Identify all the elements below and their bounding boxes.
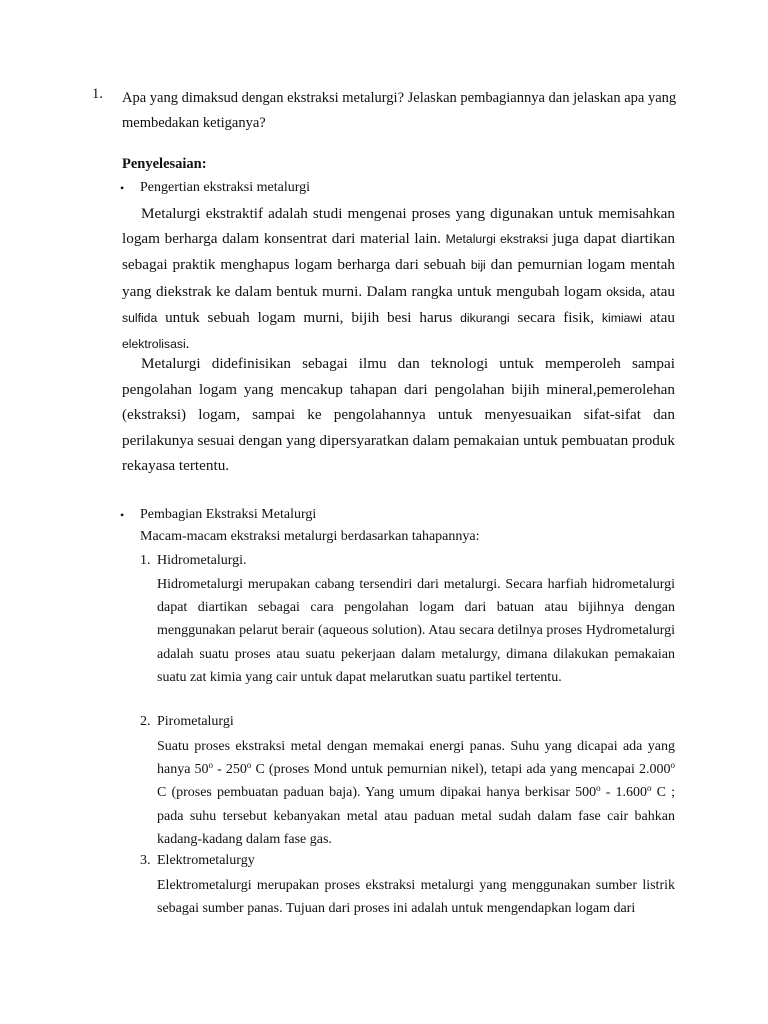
bullet-icon: • xyxy=(120,181,125,195)
section-title-pengertian: Pengertian ekstraksi metalurgi xyxy=(140,180,311,195)
question-text: Apa yang dimaksud dengan ekstraksi metalurgi? Jelaskan pembagiannya dan jelaskan apa yang membedakan ketiganya? xyxy=(122,90,677,131)
term-dikurangi: dikurangi xyxy=(460,310,510,325)
list-item-title: Hidrometalurgi. xyxy=(157,553,247,568)
list-item-number: 3. xyxy=(140,853,151,868)
bullet-icon: • xyxy=(120,508,125,522)
term-oksida: oksida xyxy=(606,284,642,299)
term-metalurgi-ekstraksi: Metalurgi ekstraksi xyxy=(445,232,549,247)
section-title-pembagian: Pembagian Ekstraksi Metalurgi xyxy=(140,507,317,522)
metalurgi-paragraph: Metalurgi didefinisikan sebagai ilmu dan teknologi untuk memperoleh sampai pengolahan logam yang mencakup tahapan dari pengolahan bijih mineral,pemerolehan (ekstraksi) logam, sampai ke pengolahannya untuk menyesuaikan sifat-sifat dan perilakunya sesuai dengan yang dipersyaratkan dalam pemakaian untuk pembuatan produk rekayasa tertentu. xyxy=(122,355,675,475)
section-intro: Macam-macam ekstraksi metalurgi berdasarkan tahapannya: xyxy=(140,529,480,544)
list-item-body: Hidrometalurgi merupakan cabang tersendiri dari metalurgi. Secara harfiah hidrometalurgi dapat diartikan sebagai cara pengolahan logam dari batuan atau bijihnya dengan menggunakan pelarut berair (aqueous solution). Atau secara detilnya proses Hydrometalurgi adalah suatu proses atau suatu pekerjaan dalam metalurgy, dimana dilakukan pemakaian suatu zat kimia yang cair untuk dapat melarutkan suatu partikel tertentu. xyxy=(157,577,675,685)
definition-paragraph: Metalurgi ekstraktif adalah studi mengenai proses yang digunakan untuk memisahkan logam berharga dalam konsentrat dari material lain. Metalurgi ekstraksi juga dapat diartikan sebagai praktik menghapus logam berharga dari sebuah biji dan pemurnian logam mentah yang diekstrak ke dalam bentuk murni. Dalam rangka untuk mengubah logam oksida, atau sulfida untuk sebuah logam murni, bijih besi harus dikurangi secara fisik, kimiawi atau elektrolisasi. xyxy=(122,205,676,353)
list-item-body: Elektrometalurgi merupakan proses ekstraksi metalurgi yang menggunakan sumber listrik sebagai sumber panas. Tujuan dari proses ini adalah untuk mengendapkan logam dari xyxy=(157,878,675,917)
list-item-number: 2. xyxy=(140,714,151,729)
list-item-number: 1. xyxy=(140,553,151,568)
list-item-title: Pirometalurgi xyxy=(157,714,234,729)
term-kimiawi: kimiawi xyxy=(601,310,642,325)
term-biji: biji xyxy=(470,258,486,273)
term-elektrolisasi: elektrolisasi xyxy=(122,337,186,352)
list-item-body: Suatu proses ekstraksi metal dengan memakai energi panas. Suhu yang dicapai ada yang hanya 50$^o$ - 250$^o$ C (proses Mond untuk pemurnian nikel), tetapi ada yang mencapai 2.000$^o$ C (proses pembuatan paduan baja). Yang umum dipakai hanya berkisar 500$^o$ - 1.600$^o$ C ; pada suhu tersebut kebanyakan metal atau paduan metal sudah dalam fase cair bahkan kadang-kadang dalam fase gas. xyxy=(157,739,675,847)
term-sulfida: sulfida xyxy=(122,310,158,325)
list-item-title: Elektrometalurgy xyxy=(157,853,255,868)
question-number: 1. xyxy=(92,86,103,102)
solution-heading: Penyelesaian: xyxy=(122,156,207,172)
